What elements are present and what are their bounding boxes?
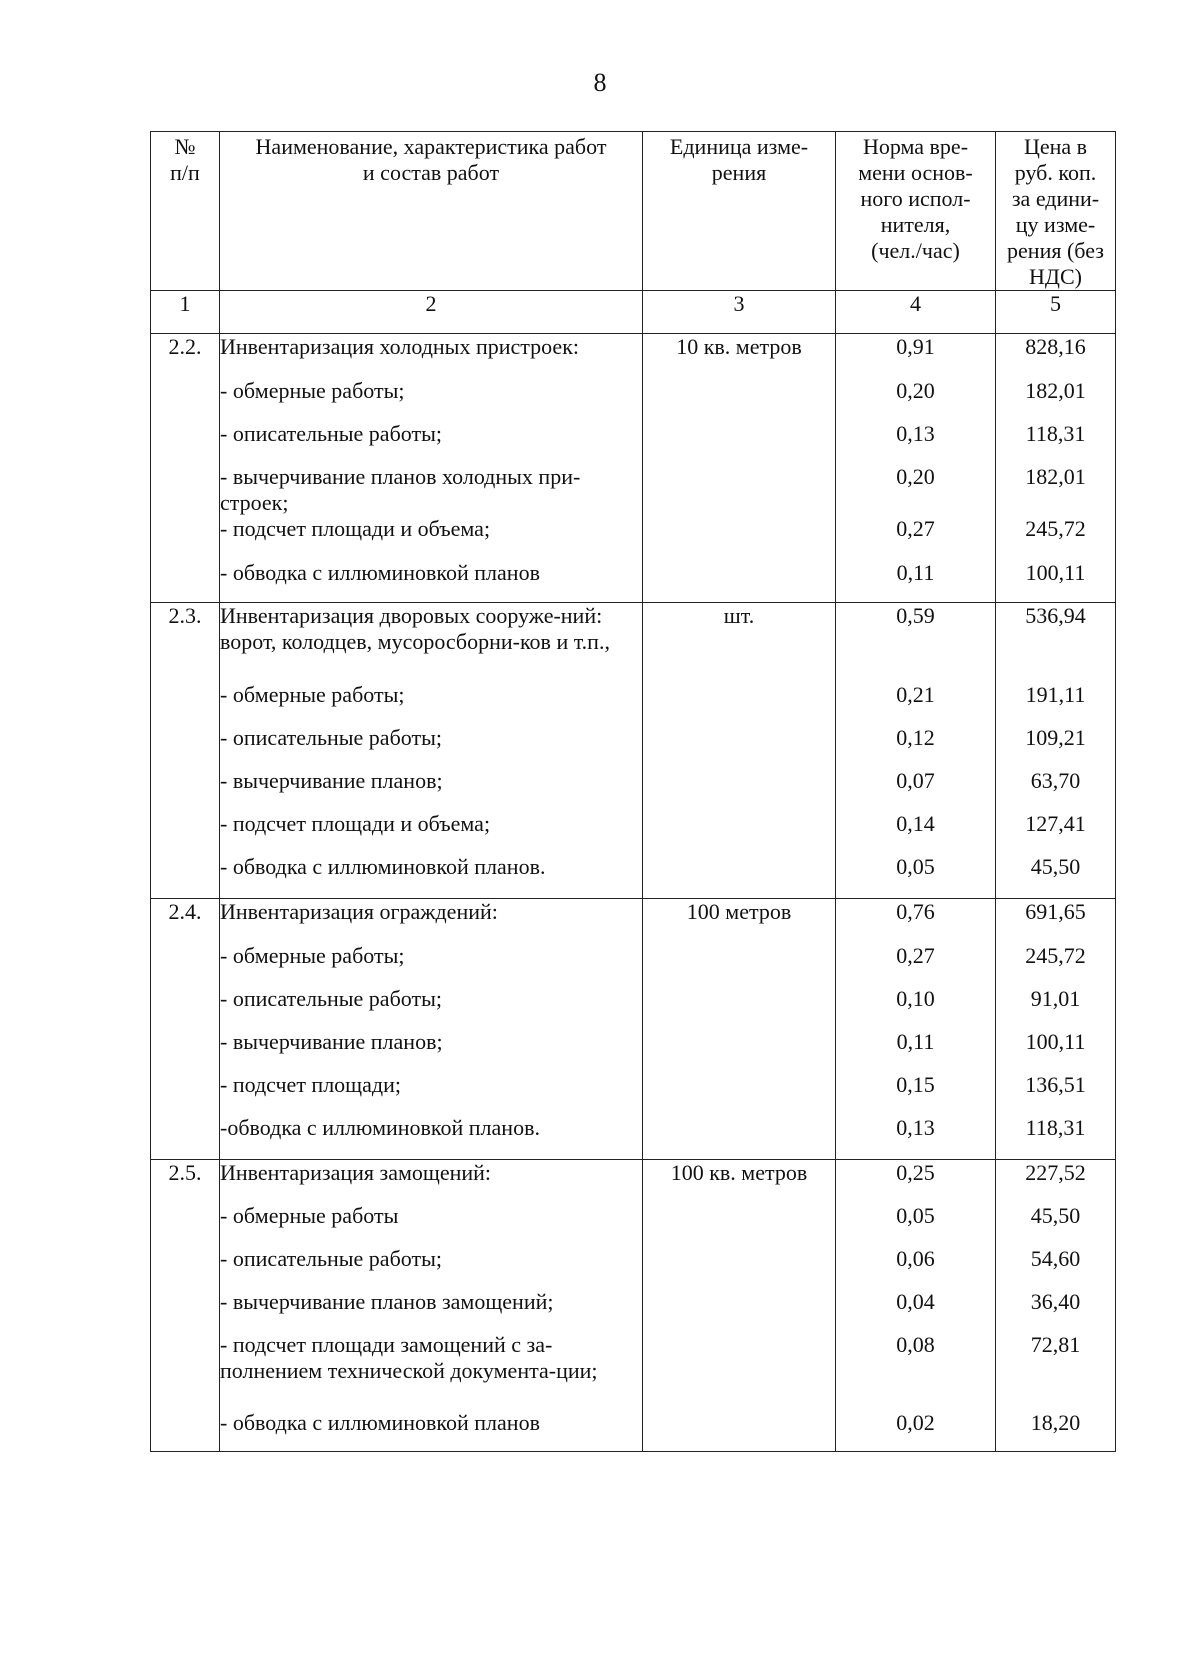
work-description: -обводка с иллюминовкой планов. (220, 1114, 540, 1140)
work-description-cell (220, 682, 643, 725)
price-cell (996, 1160, 1116, 1203)
work-description-cell (220, 1410, 643, 1452)
price: 245,72 (1025, 515, 1086, 541)
header-text: (чел./час) (871, 238, 960, 263)
header-text: руб. коп. (1014, 160, 1097, 185)
price: 227,52 (1025, 1160, 1086, 1185)
time-norm: 0,59 (896, 603, 935, 628)
work-description: - подсчет площади; (220, 1071, 401, 1097)
time-norm-cell (836, 725, 996, 768)
row-number-cell (151, 986, 220, 1029)
price-cell (996, 1115, 1116, 1160)
time-norm: 0,13 (896, 420, 935, 446)
unit-of-measure-cell (643, 768, 836, 811)
work-description: - описательные работы; (220, 1245, 442, 1271)
work-description-cell (220, 334, 643, 378)
row-number-cell (151, 682, 220, 725)
table-row (151, 986, 1116, 1029)
price-cell (996, 1332, 1116, 1410)
time-norm-cell (836, 1115, 996, 1160)
work-description: - подсчет площади и объема; (220, 515, 491, 541)
work-description-cell (220, 986, 643, 1029)
row-number-cell (151, 1029, 220, 1072)
price: 100,11 (1025, 1028, 1086, 1054)
row-number-cell (151, 1072, 220, 1115)
row-number: 2.4. (168, 899, 202, 924)
price-cell (996, 854, 1116, 899)
price: 109,21 (1025, 724, 1086, 750)
row-number-cell (151, 811, 220, 854)
table-row (151, 682, 1116, 725)
work-description-cell (220, 1289, 643, 1332)
price: 182,01 (1025, 377, 1086, 403)
table-row (151, 1115, 1116, 1160)
header-text: Единица изме- (669, 134, 809, 159)
header-cell-unit (643, 132, 836, 291)
price: 18,20 (1030, 1409, 1081, 1435)
time-norm: 0,21 (896, 681, 935, 707)
price-cell (996, 516, 1116, 560)
work-description: - вычерчивание планов; (220, 767, 443, 793)
row-number-cell (151, 464, 220, 516)
work-description-cell (220, 943, 643, 986)
time-norm: 0,20 (896, 377, 935, 403)
column-number: 3 (643, 291, 836, 334)
header-cell-price (996, 132, 1116, 291)
unit-of-measure-cell (643, 854, 836, 899)
unit-of-measure-cell (643, 811, 836, 854)
column-number-row (151, 291, 1116, 334)
work-description: Инвентаризация холодных пристроек: (220, 334, 579, 359)
row-number-cell (151, 1246, 220, 1289)
time-norm-cell (836, 1072, 996, 1115)
time-norm: 0,20 (896, 463, 935, 489)
table-row (151, 768, 1116, 811)
time-norm: 0,91 (896, 334, 935, 359)
unit-of-measure: 10 кв. метров (676, 334, 802, 359)
time-norm: 0,06 (896, 1245, 935, 1271)
unit-of-measure-cell (643, 899, 836, 943)
row-number-cell (151, 334, 220, 378)
time-norm-cell (836, 421, 996, 464)
table-row (151, 464, 1116, 516)
time-norm-cell (836, 986, 996, 1029)
time-norm: 0,07 (896, 767, 935, 793)
row-number-cell (151, 1332, 220, 1410)
time-norm-cell (836, 378, 996, 421)
header-text: Норма вре- (862, 134, 969, 159)
price-cell (996, 1072, 1116, 1115)
time-norm-cell (836, 768, 996, 811)
work-description: - обмерные работы; (220, 681, 405, 707)
work-description-cell (220, 1203, 643, 1246)
header-row (151, 132, 1116, 291)
work-description-cell (220, 516, 643, 560)
unit-of-measure-cell (643, 334, 836, 378)
work-description: - обводка с иллюминовкой планов. (220, 853, 546, 879)
table-row (151, 1410, 1116, 1452)
work-description: - обводка с иллюминовкой планов (220, 1409, 540, 1435)
time-norm-cell (836, 899, 996, 943)
column-number: 4 (836, 291, 996, 334)
work-description-cell (220, 421, 643, 464)
table-row (151, 334, 1116, 378)
price: 136,51 (1025, 1071, 1086, 1097)
unit-of-measure-cell (643, 943, 836, 986)
time-norm-cell (836, 603, 996, 682)
price: 118,31 (1025, 1114, 1086, 1140)
time-norm: 0,14 (896, 810, 935, 836)
row-number-cell (151, 1289, 220, 1332)
work-description: Инвентаризация ограждений: (220, 899, 498, 924)
time-norm-cell (836, 854, 996, 899)
header-text: рения (711, 160, 767, 185)
row-number-cell (151, 1160, 220, 1203)
row-number-cell (151, 560, 220, 603)
row-number-cell (151, 899, 220, 943)
header-text: рения (без (1007, 238, 1104, 263)
unit-of-measure-cell (643, 725, 836, 768)
work-description-cell (220, 560, 643, 603)
price-cell (996, 682, 1116, 725)
time-norm: 0,02 (896, 1409, 935, 1435)
time-norm: 0,05 (896, 1202, 935, 1228)
work-description-cell (220, 811, 643, 854)
unit-of-measure: 100 метров (686, 899, 792, 924)
header-text: НДС) (1029, 264, 1082, 289)
time-norm-cell (836, 560, 996, 603)
time-norm: 0,27 (896, 515, 935, 541)
time-norm-cell (836, 682, 996, 725)
time-norm-cell (836, 1203, 996, 1246)
unit-of-measure-cell (643, 1115, 836, 1160)
table-row (151, 943, 1116, 986)
price: 245,72 (1025, 942, 1086, 968)
unit-of-measure-cell (643, 1072, 836, 1115)
header-cell-num (151, 132, 220, 291)
header-text: Наименование, характеристика работ (255, 134, 607, 159)
price-cell (996, 986, 1116, 1029)
time-norm: 0,10 (896, 985, 935, 1011)
header-text: ного испол- (860, 186, 971, 211)
time-norm-cell (836, 464, 996, 516)
price: 828,16 (1025, 334, 1086, 359)
work-description: - вычерчивание планов холодных при-строек; (220, 463, 581, 515)
row-number-cell (151, 725, 220, 768)
price: 45,50 (1030, 853, 1081, 879)
work-description: - описательные работы; (220, 724, 442, 750)
unit-of-measure-cell (643, 1203, 836, 1246)
price-cell (996, 1029, 1116, 1072)
work-description-cell (220, 603, 643, 682)
unit-of-measure-cell (643, 1160, 836, 1203)
table-row (151, 854, 1116, 899)
work-description: - обводка с иллюминовкой планов (220, 559, 540, 585)
unit-of-measure-cell (643, 603, 836, 682)
price-cell (996, 1410, 1116, 1452)
unit-of-measure-cell (643, 1246, 836, 1289)
time-norm-cell (836, 1332, 996, 1410)
price-cell (996, 768, 1116, 811)
price: 182,01 (1025, 463, 1086, 489)
row-number-cell (151, 603, 220, 682)
table-row (151, 1072, 1116, 1115)
row-number-cell (151, 516, 220, 560)
price: 691,65 (1025, 899, 1086, 924)
work-description: - подсчет площади и объема; (220, 810, 491, 836)
unit-of-measure: шт. (723, 603, 755, 628)
price-cell (996, 464, 1116, 516)
time-norm: 0,25 (896, 1160, 935, 1185)
table-row (151, 378, 1116, 421)
column-number: 1 (151, 291, 220, 334)
table-row (151, 899, 1116, 943)
time-norm: 0,11 (896, 559, 935, 585)
work-description: - описательные работы; (220, 985, 442, 1011)
header-text: нителя, (880, 212, 951, 237)
time-norm: 0,12 (896, 724, 935, 750)
row-number-cell (151, 943, 220, 986)
table-row (151, 725, 1116, 768)
header-cell-name (220, 132, 643, 291)
work-description-cell (220, 464, 643, 516)
time-norm: 0,15 (896, 1071, 935, 1097)
header-text: п/п (170, 160, 200, 185)
time-norm-cell (836, 516, 996, 560)
time-norm-cell (836, 1410, 996, 1452)
unit-of-measure-cell (643, 682, 836, 725)
price-cell (996, 899, 1116, 943)
row-number-cell (151, 1115, 220, 1160)
price-cell (996, 811, 1116, 854)
table-row (151, 1029, 1116, 1072)
price-cell (996, 943, 1116, 986)
header-text: и состав работ (362, 160, 500, 185)
column-number: 2 (220, 291, 643, 334)
work-description-cell (220, 1115, 643, 1160)
price: 91,01 (1030, 985, 1081, 1011)
work-description-cell (220, 1029, 643, 1072)
time-norm-cell (836, 334, 996, 378)
unit-of-measure-cell (643, 560, 836, 603)
table-row (151, 1332, 1116, 1410)
header-text: № (174, 134, 196, 159)
unit-of-measure-cell (643, 464, 836, 516)
unit-of-measure-cell (643, 421, 836, 464)
price: 100,11 (1025, 559, 1086, 585)
column-number: 5 (996, 291, 1116, 334)
time-norm: 0,05 (896, 853, 935, 879)
table-row (151, 1203, 1116, 1246)
time-norm-cell (836, 1246, 996, 1289)
time-norm: 0,13 (896, 1114, 935, 1140)
work-description: - обмерные работы; (220, 942, 405, 968)
header-text: мени основ- (858, 160, 973, 185)
row-number: 2.5. (168, 1160, 202, 1185)
work-description: - описательные работы; (220, 420, 442, 446)
time-norm-cell (836, 1289, 996, 1332)
unit-of-measure-cell (643, 1332, 836, 1410)
price: 36,40 (1030, 1288, 1081, 1314)
unit-of-measure-cell (643, 986, 836, 1029)
table-row (151, 1160, 1116, 1203)
row-number-cell (151, 421, 220, 464)
work-description: - вычерчивание планов замощений; (220, 1288, 554, 1314)
work-description-cell (220, 378, 643, 421)
work-description-cell (220, 768, 643, 811)
time-norm: 0,08 (896, 1331, 935, 1357)
price: 45,50 (1030, 1202, 1081, 1228)
work-description: - обмерные работы (220, 1202, 399, 1228)
price-cell (996, 421, 1116, 464)
work-description-cell (220, 1160, 643, 1203)
row-number-cell (151, 854, 220, 899)
price: 536,94 (1025, 603, 1086, 628)
price-cell (996, 603, 1116, 682)
price: 72,81 (1030, 1331, 1081, 1357)
price-cell (996, 378, 1116, 421)
unit-of-measure-cell (643, 516, 836, 560)
work-description-cell (220, 899, 643, 943)
unit-of-measure-cell (643, 1029, 836, 1072)
price-cell (996, 1203, 1116, 1246)
unit-of-measure: 100 кв. метров (670, 1160, 808, 1185)
row-number: 2.3. (168, 603, 202, 628)
work-description-cell (220, 1332, 643, 1410)
price-cell (996, 1289, 1116, 1332)
time-norm-cell (836, 943, 996, 986)
page-number: 8 (593, 68, 607, 97)
time-norm: 0,76 (896, 899, 935, 924)
table-row (151, 421, 1116, 464)
row-number-cell (151, 1203, 220, 1246)
time-norm: 0,04 (896, 1288, 935, 1314)
header-text: за едини- (1011, 186, 1100, 211)
table-row (151, 603, 1116, 682)
table-body (151, 334, 1116, 1452)
row-number-cell (151, 1410, 220, 1452)
price-cell (996, 725, 1116, 768)
time-norm-cell (836, 1160, 996, 1203)
table-row (151, 516, 1116, 560)
row-number-cell (151, 768, 220, 811)
header-text: цу изме- (1015, 212, 1096, 237)
row-number: 2.2. (168, 334, 202, 359)
table-row (151, 1289, 1116, 1332)
work-description-cell (220, 1246, 643, 1289)
price-cell (996, 334, 1116, 378)
table-row (151, 1246, 1116, 1289)
table-row (151, 560, 1116, 603)
price-cell (996, 1246, 1116, 1289)
row-number-cell (151, 378, 220, 421)
time-norm-cell (836, 811, 996, 854)
header-text: Цена в (1023, 134, 1088, 159)
price-cell (996, 560, 1116, 603)
unit-of-measure-cell (643, 1289, 836, 1332)
rates-table (150, 131, 1116, 1452)
work-description-cell (220, 854, 643, 899)
work-description: - обмерные работы; (220, 377, 405, 403)
work-description: Инвентаризация дворовых сооруже-ний: ворот, колодцев, мусоросборни-ков и т.п., (220, 603, 610, 654)
price: 118,31 (1025, 420, 1086, 446)
work-description: - подсчет площади замощений с за-полнением технической документа-ции; (220, 1331, 598, 1383)
time-norm: 0,11 (896, 1028, 935, 1054)
price: 63,70 (1030, 767, 1081, 793)
price: 127,41 (1025, 810, 1086, 836)
work-description-cell (220, 1072, 643, 1115)
time-norm: 0,27 (896, 942, 935, 968)
work-description: - вычерчивание планов; (220, 1028, 443, 1054)
work-description-cell (220, 725, 643, 768)
unit-of-measure-cell (643, 1410, 836, 1452)
price: 54,60 (1030, 1245, 1081, 1271)
price: 191,11 (1025, 681, 1086, 707)
table-row (151, 811, 1116, 854)
header-cell-norm (836, 132, 996, 291)
unit-of-measure-cell (643, 378, 836, 421)
work-description: Инвентаризация замощений: (220, 1160, 492, 1185)
time-norm-cell (836, 1029, 996, 1072)
